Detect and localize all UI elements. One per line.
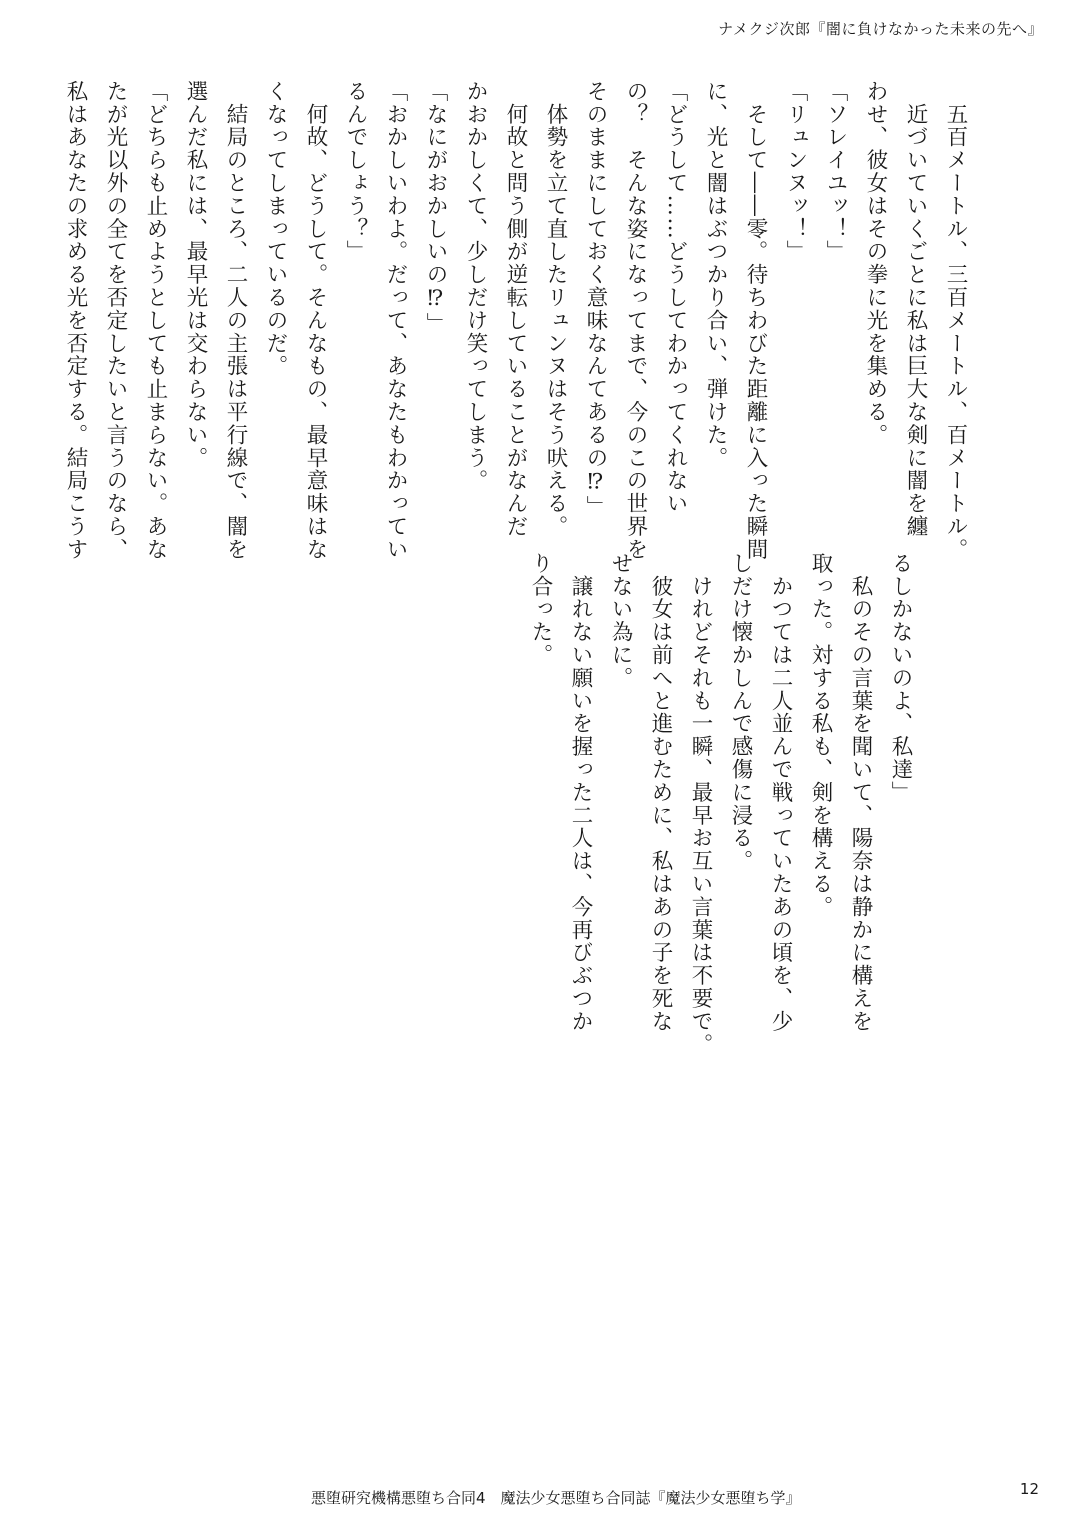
text-line: たが光以外の全てを否定したいと言うのなら、 <box>103 80 128 561</box>
text-line: 「ソレイユッ！」 <box>823 80 848 264</box>
text-line: 「どちらも止めようとしても止まらない。あな <box>143 80 168 561</box>
text-block-lower <box>520 552 920 1056</box>
text-line: 私はあなたの求める光を否定する。結局こうす <box>63 80 88 561</box>
text-line: 私のその言葉を聞いて、陽奈は静かに構えを <box>848 552 873 1033</box>
text-line: しだけ懐かしんで感傷に浸る。 <box>728 552 753 873</box>
running-header: ナメクジ次郎『闇に負けなかった未来の先へ』 <box>718 20 1043 38</box>
text-line: 「どうして……どうしてわかってくれない <box>663 80 688 516</box>
text-line: 譲れない願いを握った二人は、今再びぶつか <box>568 552 593 1033</box>
text-line: るんでしょう？」 <box>343 80 368 264</box>
running-footer: 悪堕研究機構悪堕ち合同4 魔法少女悪堕ち合同誌『魔法少女悪堕ち学』 <box>311 1489 801 1507</box>
text-line: せない為に。 <box>608 552 633 690</box>
text-line: 「なにがおかしいの⁉」 <box>423 80 448 336</box>
text-line: かつては二人並んで戦っていたあの頃を、少 <box>768 552 793 1033</box>
text-line: 「おかしいわよ。だって、あなたもわかってい <box>383 80 408 561</box>
text-line: 何故、どうして。そんなもの、最早意味はな <box>303 80 328 561</box>
text-line: 何故と問う側が逆転していることがなんだ <box>503 80 528 538</box>
text-line: るしかないのよ、私達」 <box>888 552 913 804</box>
text-line: に、光と闇はぶつかり合い、弾けた。 <box>703 80 728 470</box>
text-line: くなってしまっているのだ。 <box>263 80 288 378</box>
text-line: 彼女は前へと進むために、私はあの子を死な <box>648 552 673 1033</box>
text-line: 選んだ私には、最早光は交わらない。 <box>183 80 208 470</box>
text-line: り合った。 <box>528 552 553 667</box>
text-line: 「リュンヌッ！」 <box>783 80 808 264</box>
text-line: そして――零。待ちわびた距離に入った瞬間 <box>743 80 768 561</box>
text-line: 体勢を立て直したリュンヌはそう吠える。 <box>543 80 568 538</box>
text-line: かおかしくて、少しだけ笑ってしまう。 <box>463 80 488 493</box>
text-line: の？ そんな姿になってまで、今のこの世界を <box>623 80 648 561</box>
text-line: けれどそれも一瞬、最早お互い言葉は不要で。 <box>688 552 713 1056</box>
text-line: 取った。対する私も、剣を構える。 <box>808 552 833 919</box>
text-line: わせ、彼女はその拳に光を集める。 <box>863 80 888 447</box>
text-line: そのままにしておく意味なんてあるの⁉」 <box>583 80 608 519</box>
text-line: 五百メートル、三百メートル、百メートル。 <box>943 80 968 561</box>
text-line: 結局のところ、二人の主張は平行線で、闇を <box>223 80 248 561</box>
page-number: 12 <box>1019 1480 1039 1498</box>
text-line: 近づいていくごとに私は巨大な剣に闇を纏 <box>903 80 928 538</box>
text-block-upper <box>55 80 975 561</box>
